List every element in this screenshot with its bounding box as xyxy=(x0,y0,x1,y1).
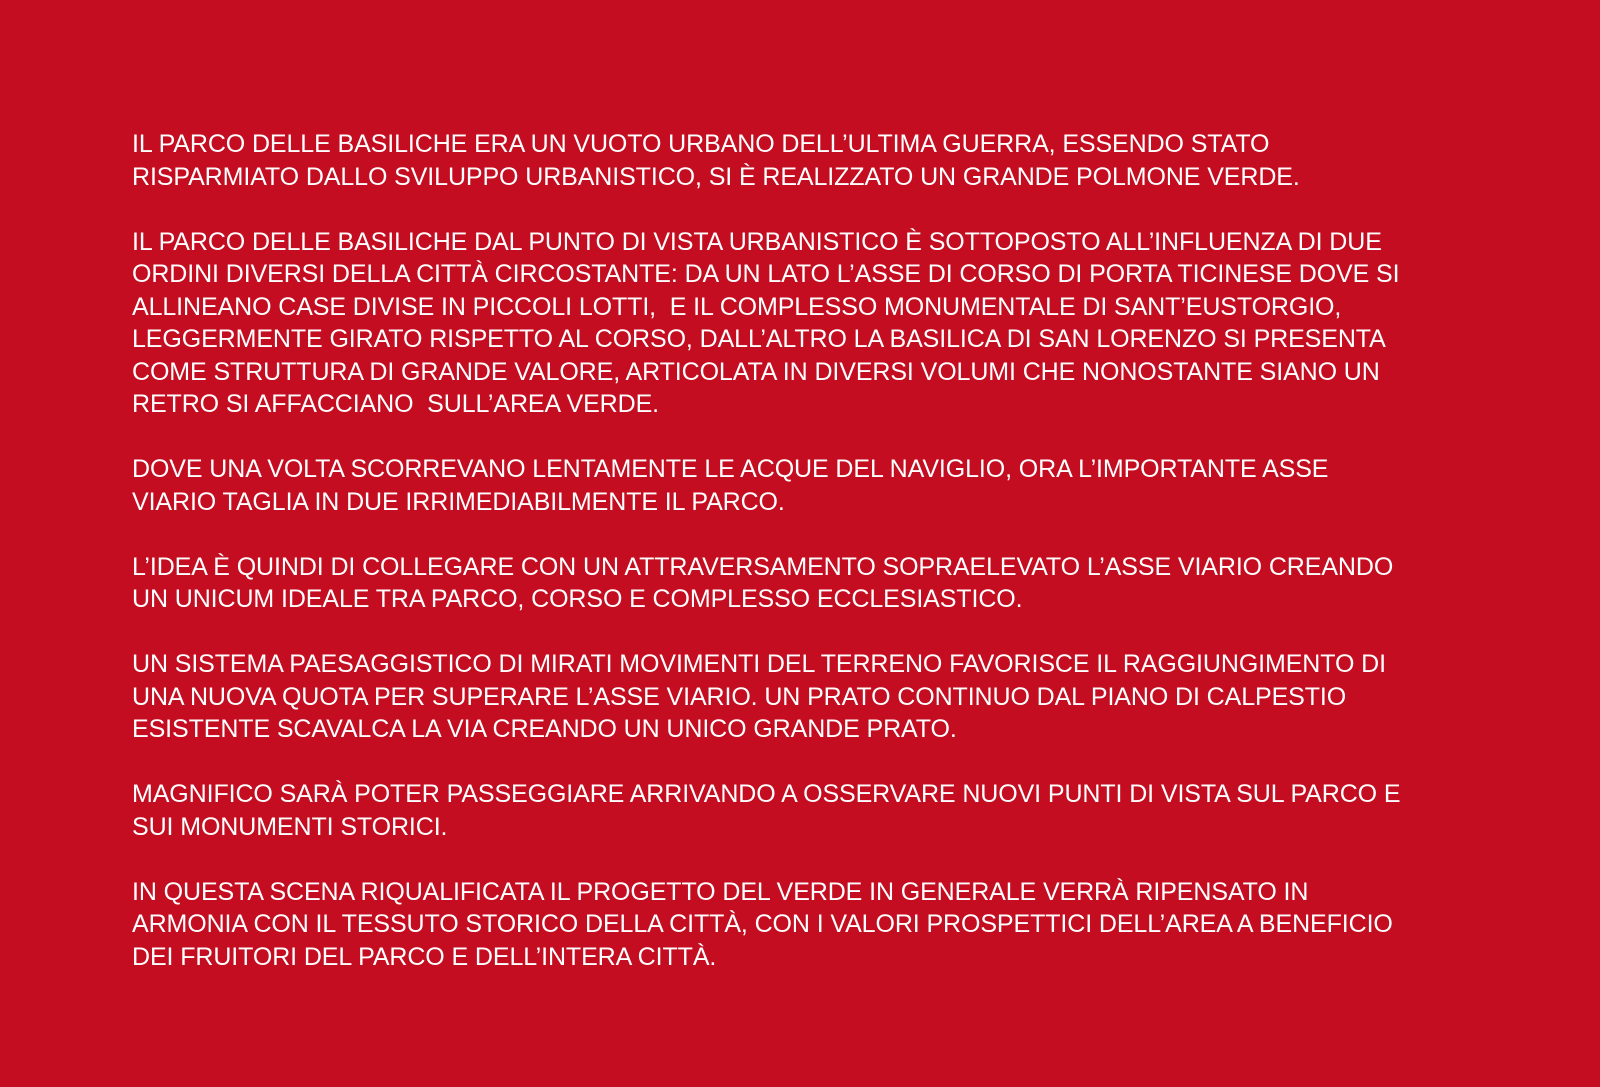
paragraph-line: SUI MONUMENTI STORICI. xyxy=(132,812,448,841)
paragraph-line: UN UNICUM IDEALE TRA PARCO, CORSO E COMPLESSO ECCLESIASTICO. xyxy=(132,585,1023,613)
paragraph-3 xyxy=(132,453,1532,518)
paragraph-line: IL PARCO DELLE BASILICHE ERA UN VUOTO URBANO DELL’ULTIMA GUERRA, ESSENDO STATO xyxy=(132,130,1270,158)
paragraph-line: IN QUESTA SCENA RIQUALIFICATA IL PROGETTO DEL VERDE IN GENERALE VERRÀ RIPENSATO IN xyxy=(132,877,1309,906)
paragraph-5 xyxy=(132,648,1532,746)
paragraph-line: L’IDEA È QUINDI DI COLLEGARE CON UN ATTRAVERSAMENTO SOPRAELEVATO L’ASSE VIARIO CREANDO xyxy=(132,552,1394,581)
paragraph-line: LEGGERMENTE GIRATO RISPETTO AL CORSO, DALL’ALTRO LA BASILICA DI SAN LORENZO SI PRESENTA xyxy=(132,325,1386,353)
paragraph-line: ALLINEANO CASE DIVISE IN PICCOLI LOTTI, E IL COMPLESSO MONUMENTALE DI SANT’EUSTORGIO, xyxy=(132,292,1342,321)
paragraph-line: COME STRUTTURA DI GRANDE VALORE, ARTICOLATA IN DIVERSI VOLUMI CHE NONOSTANTE SIANO UN xyxy=(132,357,1380,386)
text-block xyxy=(132,128,1532,1006)
paragraph-line: ORDINI DIVERSI DELLA CITTÀ CIRCOSTANTE: DA UN LATO L’ASSE DI CORSO DI PORTA TICINESE DOVE SI xyxy=(132,260,1400,288)
paragraph-line: RISPARMIATO DALLO SVILUPPO URBANISTICO, SI È REALIZZATO UN GRANDE POLMONE VERDE. xyxy=(132,162,1300,191)
paragraph-line: UN SISTEMA PAESAGGISTICO DI MIRATI MOVIMENTI DEL TERRENO FAVORISCE IL RAGGIUNGIMENTO DI xyxy=(132,650,1386,678)
paragraph-line: ESISTENTE SCAVALCA LA VIA CREANDO UN UNICO GRANDE PRATO. xyxy=(132,715,957,743)
paragraph-line: RETRO SI AFFACCIANO SULL’AREA VERDE. xyxy=(132,390,660,418)
paragraph-2 xyxy=(132,226,1532,421)
paragraph-1 xyxy=(132,128,1532,193)
paragraph-line: ARMONIA CON IL TESSUTO STORICO DELLA CITTÀ, CON I VALORI PROSPETTICI DELL’AREA A BENEFICIO xyxy=(132,910,1393,938)
paragraph-4 xyxy=(132,551,1532,616)
paragraph-6 xyxy=(132,778,1532,843)
paragraph-7 xyxy=(132,876,1532,974)
paragraph-line: UNA NUOVA QUOTA PER SUPERARE L’ASSE VIARIO. UN PRATO CONTINUO DAL PIANO DI CALPESTIO xyxy=(132,682,1347,711)
paragraph-line: IL PARCO DELLE BASILICHE DAL PUNTO DI VISTA URBANISTICO È SOTTOPOSTO ALL’INFLUENZA DI DUE xyxy=(132,227,1382,256)
paragraph-line: VIARIO TAGLIA IN DUE IRRIMEDIABILMENTE IL PARCO. xyxy=(132,487,785,516)
paragraph-line: DEI FRUITORI DEL PARCO E DELL’INTERA CITTÀ. xyxy=(132,942,717,971)
paragraph-line: MAGNIFICO SARÀ POTER PASSEGGIARE ARRIVANDO A OSSERVARE NUOVI PUNTI DI VISTA SUL PARCO E xyxy=(132,780,1401,808)
paragraph-line: DOVE UNA VOLTA SCORREVANO LENTAMENTE LE ACQUE DEL NAVIGLIO, ORA L’IMPORTANTE ASSE xyxy=(132,455,1329,483)
